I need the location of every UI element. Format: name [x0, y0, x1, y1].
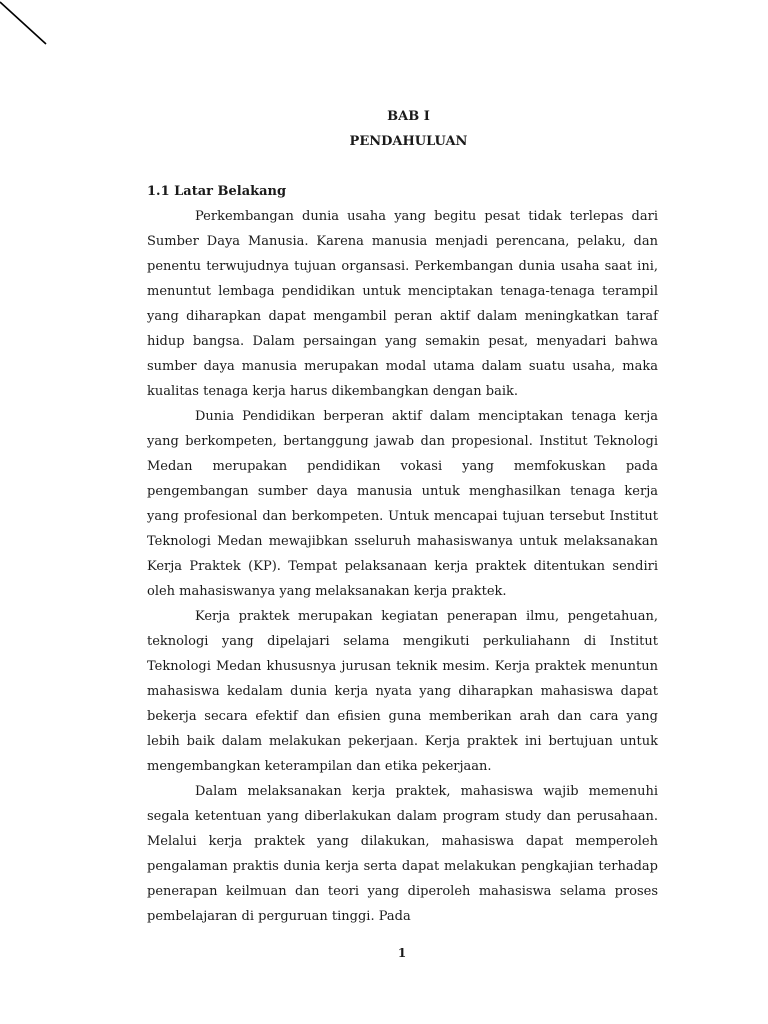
chapter-title: PENDAHULUAN [349, 134, 468, 149]
page-number: 1 [397, 946, 407, 960]
corner-diagonal-mark [0, 0, 50, 50]
paragraph-2: Dunia Pendidikan berperan aktif dalam menciptakan tenaga kerja yang berkompeten, bertanggung jawab dan propesional. Institut Teknologi Medan merupakan pendidikan vokasi yang memfokuskan pada pengembangan sumber daya manusia untuk menghasilkan tenaga kerja yang profesional dan berkompeten. Untuk mencapai tujuan tersebut Institut Teknologi Medan mewajibkan sseluruh mahasiswanya untuk melaksanakan Kerja Praktek (KP). Tempat pelaksanaan kerja praktek ditentukan sendiri oleh mahasiswanya yang melaksanakan kerja praktek. [147, 409, 658, 599]
paragraph-4: Dalam melaksanakan kerja praktek, mahasiswa wajib memenuhi segala ketentuan yang diberlakukan dalam program study dan perusahaan. Melalui kerja praktek yang dilakukan, mahasiswa dapat memperoleh pengalaman praktis dunia kerja serta dapat melakukan pengkajian terhadap penerapan keilmuan dan teori yang diperoleh mahasiswa selama proses pembelajaran di perguruan tinggi. Pada [147, 784, 658, 924]
section-heading: 1.1 Latar Belakang [147, 184, 287, 199]
paragraph-1: Perkembangan dunia usaha yang begitu pesat tidak terlepas dari Sumber Daya Manusia. Karena manusia menjadi perencana, pelaku, dan penentu terwujudnya tujuan organsasi. Perkembangan dunia usaha saat ini, menuntut lembaga pendidikan untuk menciptakan tenaga-tenaga terampil yang diharapkan dapat mengambil peran aktif dalam meningkatkan taraf hidup bangsa. Dalam persaingan yang semakin pesat, menyadari bahwa sumber daya manusia merupakan modal utama dalam suatu usaha, maka kualitas tenaga kerja harus dikembangkan dengan baik. [147, 209, 658, 399]
chapter-label: BAB I [387, 109, 430, 124]
paragraph-3: Kerja praktek merupakan kegiatan penerapan ilmu, pengetahuan, teknologi yang dipelajari selama mengikuti perkuliahann di Institut Teknologi Medan khususnya jurusan teknik mesim. Kerja praktek menuntun mahasiswa kedalam dunia kerja nyata yang diharapkan mahasiswa dapat bekerja secara efektif dan efisien guna memberikan arah dan cara yang lebih baik dalam melakukan pekerjaan. Kerja praktek ini bertujuan untuk mengembangkan keterampilan dan etika pekerjaan. [147, 609, 658, 774]
document-page [147, 104, 658, 929]
